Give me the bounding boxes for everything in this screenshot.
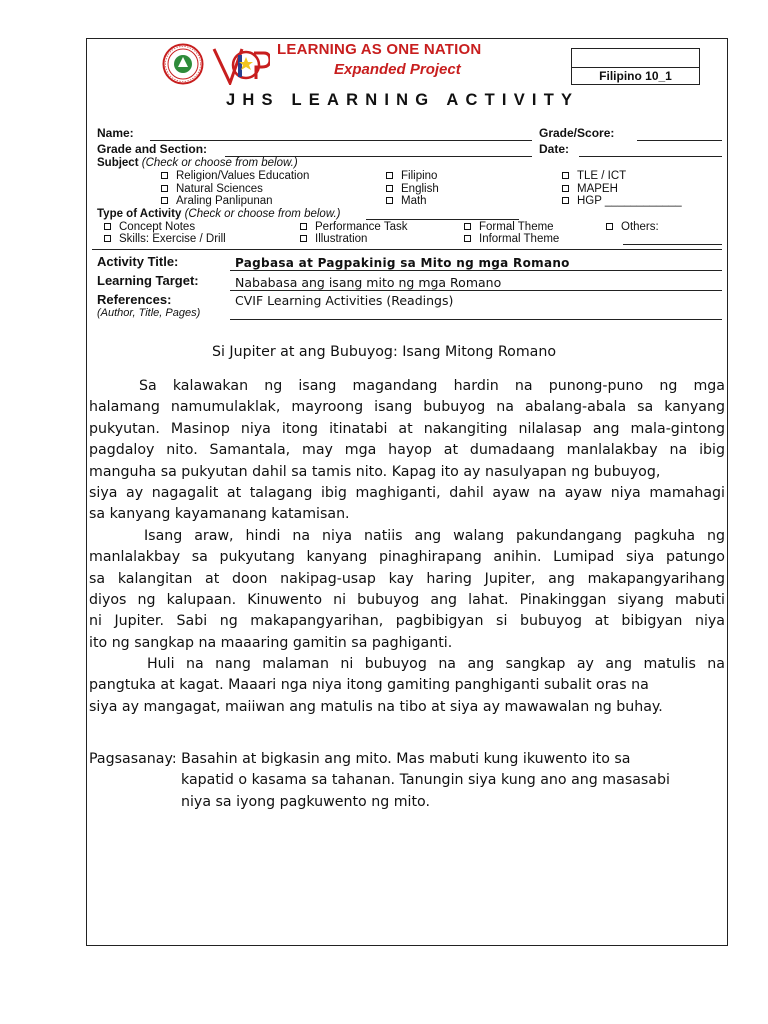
type-option-illustration[interactable]: Illustration — [300, 233, 367, 245]
type-option-concept-notes[interactable]: Concept Notes — [104, 221, 195, 233]
checkbox-icon[interactable] — [562, 197, 569, 204]
subject-option-religion[interactable]: Religion/Values Education — [161, 170, 309, 182]
subject-heading — [97, 157, 298, 169]
checkbox-icon[interactable] — [386, 185, 393, 192]
name-label: Name: — [97, 126, 134, 140]
subject-option-mapeh[interactable]: MAPEH — [562, 183, 618, 195]
school-seal-logo — [162, 43, 204, 85]
name-field[interactable] — [150, 140, 532, 141]
type-option-others[interactable]: Others: — [606, 221, 659, 233]
type-underline — [366, 219, 519, 220]
type-option-skills[interactable]: Skills: Exercise / Drill — [104, 233, 226, 245]
subject-option-filipino[interactable]: Filipino — [386, 170, 437, 182]
checkbox-icon[interactable] — [161, 197, 168, 204]
subject-option-english[interactable]: English — [386, 183, 439, 195]
type-option-informal-theme[interactable]: Informal Theme — [464, 233, 559, 245]
division-logo — [212, 43, 270, 85]
checkbox-icon[interactable] — [606, 223, 613, 230]
checkbox-icon[interactable] — [386, 197, 393, 204]
checkbox-icon[interactable] — [104, 223, 111, 230]
story-line: diyos ng kalupaan. Kinuwento ni bubuyog ang lahat. Pinakinggan siyang mabuti — [89, 591, 725, 608]
checkbox-icon[interactable] — [300, 235, 307, 242]
story-line: sa kalangitan at doon nakipag-usap kay haring Jupiter, ang makapangyarihang — [89, 570, 725, 587]
subject-option-ap[interactable]: Araling Panlipunan — [161, 195, 273, 207]
others-field[interactable] — [623, 244, 722, 245]
checkbox-icon[interactable] — [562, 172, 569, 179]
subject-hint: (Check or choose from below.) — [141, 157, 298, 169]
subject-option-hgp[interactable]: HGP ____________ — [562, 195, 682, 207]
checkbox-icon[interactable] — [300, 223, 307, 230]
story-line: pangtuka at kagat. Maaari nga niya itong gamiting panghiganti subalit oras na — [89, 677, 649, 694]
story-line: sa kanyang kayamanang katamisan. — [89, 506, 350, 523]
grade-score-field[interactable] — [637, 140, 722, 141]
story-line: halamang namumulaklak, mayroong isang bubuyog na abalang-abala sa kanyang — [89, 399, 725, 416]
activity-type-label: Type of Activity — [97, 208, 182, 220]
story-line: ito ng sangkap na maaaring gamitin sa paghiganti. — [89, 634, 453, 651]
references-line — [230, 319, 722, 320]
story-line: manlalakbay sa pukyutang kanyang pinaghirapang anihin. Lumipad siya patungo — [89, 549, 725, 566]
subject-option-natsci[interactable]: Natural Sciences — [161, 183, 263, 195]
story-line: ni Jupiter. Sabi ng makapangyarihan, pagbibigyan si bubuyog at bibigyan niya — [89, 613, 725, 630]
story-line: siya ay mangagat, maiiwan ang matulis na tibo at siya ay mawawalan ng buhay. — [89, 698, 663, 715]
learning-target-label: Learning Target: — [97, 273, 199, 288]
checkbox-icon[interactable] — [386, 172, 393, 179]
story-line: Isang araw, hindi na niya natiis ang walang pakundangang pagkuha ng — [144, 527, 725, 544]
project-subtitle: Expanded Project — [334, 61, 461, 78]
subject-code: Filipino 10_1 — [599, 69, 672, 83]
subject-code-box — [571, 48, 700, 85]
checkbox-icon[interactable] — [562, 185, 569, 192]
section-divider — [92, 249, 722, 250]
learning-target-value: Nababasa ang isang mito ng mga Romano — [235, 275, 502, 290]
subject-option-tle[interactable]: TLE / ICT — [562, 170, 626, 182]
exercise-text — [89, 749, 725, 813]
subject-option-math[interactable]: Math — [386, 195, 427, 207]
learning-target-line — [230, 290, 722, 291]
story-line: Huli na nang malaman ni bubuyog na ang sangkap ay ang matulis na — [147, 656, 725, 673]
checkbox-icon[interactable] — [464, 235, 471, 242]
exercise-line: kapatid o kasama sa tahanan. Tanungin siya kung ano ang masasabi — [181, 772, 670, 789]
page-heading: JHS LEARNING ACTIVITY — [226, 91, 580, 109]
subject-label: Subject — [97, 157, 139, 169]
activity-title-line — [230, 270, 722, 271]
date-field[interactable] — [579, 156, 722, 157]
type-option-formal-theme[interactable]: Formal Theme — [464, 221, 554, 233]
activity-title-label: Activity Title: — [97, 254, 179, 269]
exercise-line: niya sa iyong pagkuwento ng mito. — [181, 793, 430, 810]
checkbox-icon[interactable] — [104, 235, 111, 242]
type-option-performance-task[interactable]: Performance Task — [300, 221, 407, 233]
story-text — [89, 376, 725, 718]
activity-type-heading — [97, 208, 341, 220]
story-line: siya ay nagagalit at talagang ibig maghiganti, dahil ayaw na ayaw niya mamahagi — [89, 484, 725, 501]
grade-score-label: Grade/Score: — [539, 126, 615, 140]
exercise-line: Pagsasanay: Basahin at bigkasin ang mito. Mas mabuti kung ikuwento ito sa — [89, 751, 631, 767]
story-line: manguha sa pukyutan dahil sa tamis nito. Kapag ito ay nasulyapan ng bubuyog, — [89, 463, 661, 480]
story-title: Si Jupiter at ang Bubuyog: Isang Mitong Romano — [211, 344, 557, 360]
activity-type-hint: (Check or choose from below.) — [184, 208, 341, 220]
activity-title-value: Pagbasa at Pagpakinig sa Mito ng mga Romano — [235, 256, 570, 270]
checkbox-icon[interactable] — [161, 172, 168, 179]
grade-section-label: Grade and Section: — [97, 142, 208, 156]
project-title: LEARNING AS ONE NATION — [277, 41, 482, 58]
date-label: Date: — [539, 142, 570, 156]
checkbox-icon[interactable] — [161, 185, 168, 192]
references-label: References: — [97, 292, 172, 307]
references-value: CVIF Learning Activities (Readings) — [235, 293, 454, 308]
story-line: Sa kalawakan ng isang magandang hardin na punong-puno ng mga — [139, 378, 725, 394]
references-hint: (Author, Title, Pages) — [97, 307, 201, 319]
checkbox-icon[interactable] — [464, 223, 471, 230]
story-line: pagdaloy nito. Samantala, may mga hayop at dumadaang manlalakbay na ibig — [89, 442, 725, 459]
story-line: pukyutan. Masinop niya itong itinatabi at nakangiting nilalasap ang mala-gintong — [89, 420, 725, 437]
